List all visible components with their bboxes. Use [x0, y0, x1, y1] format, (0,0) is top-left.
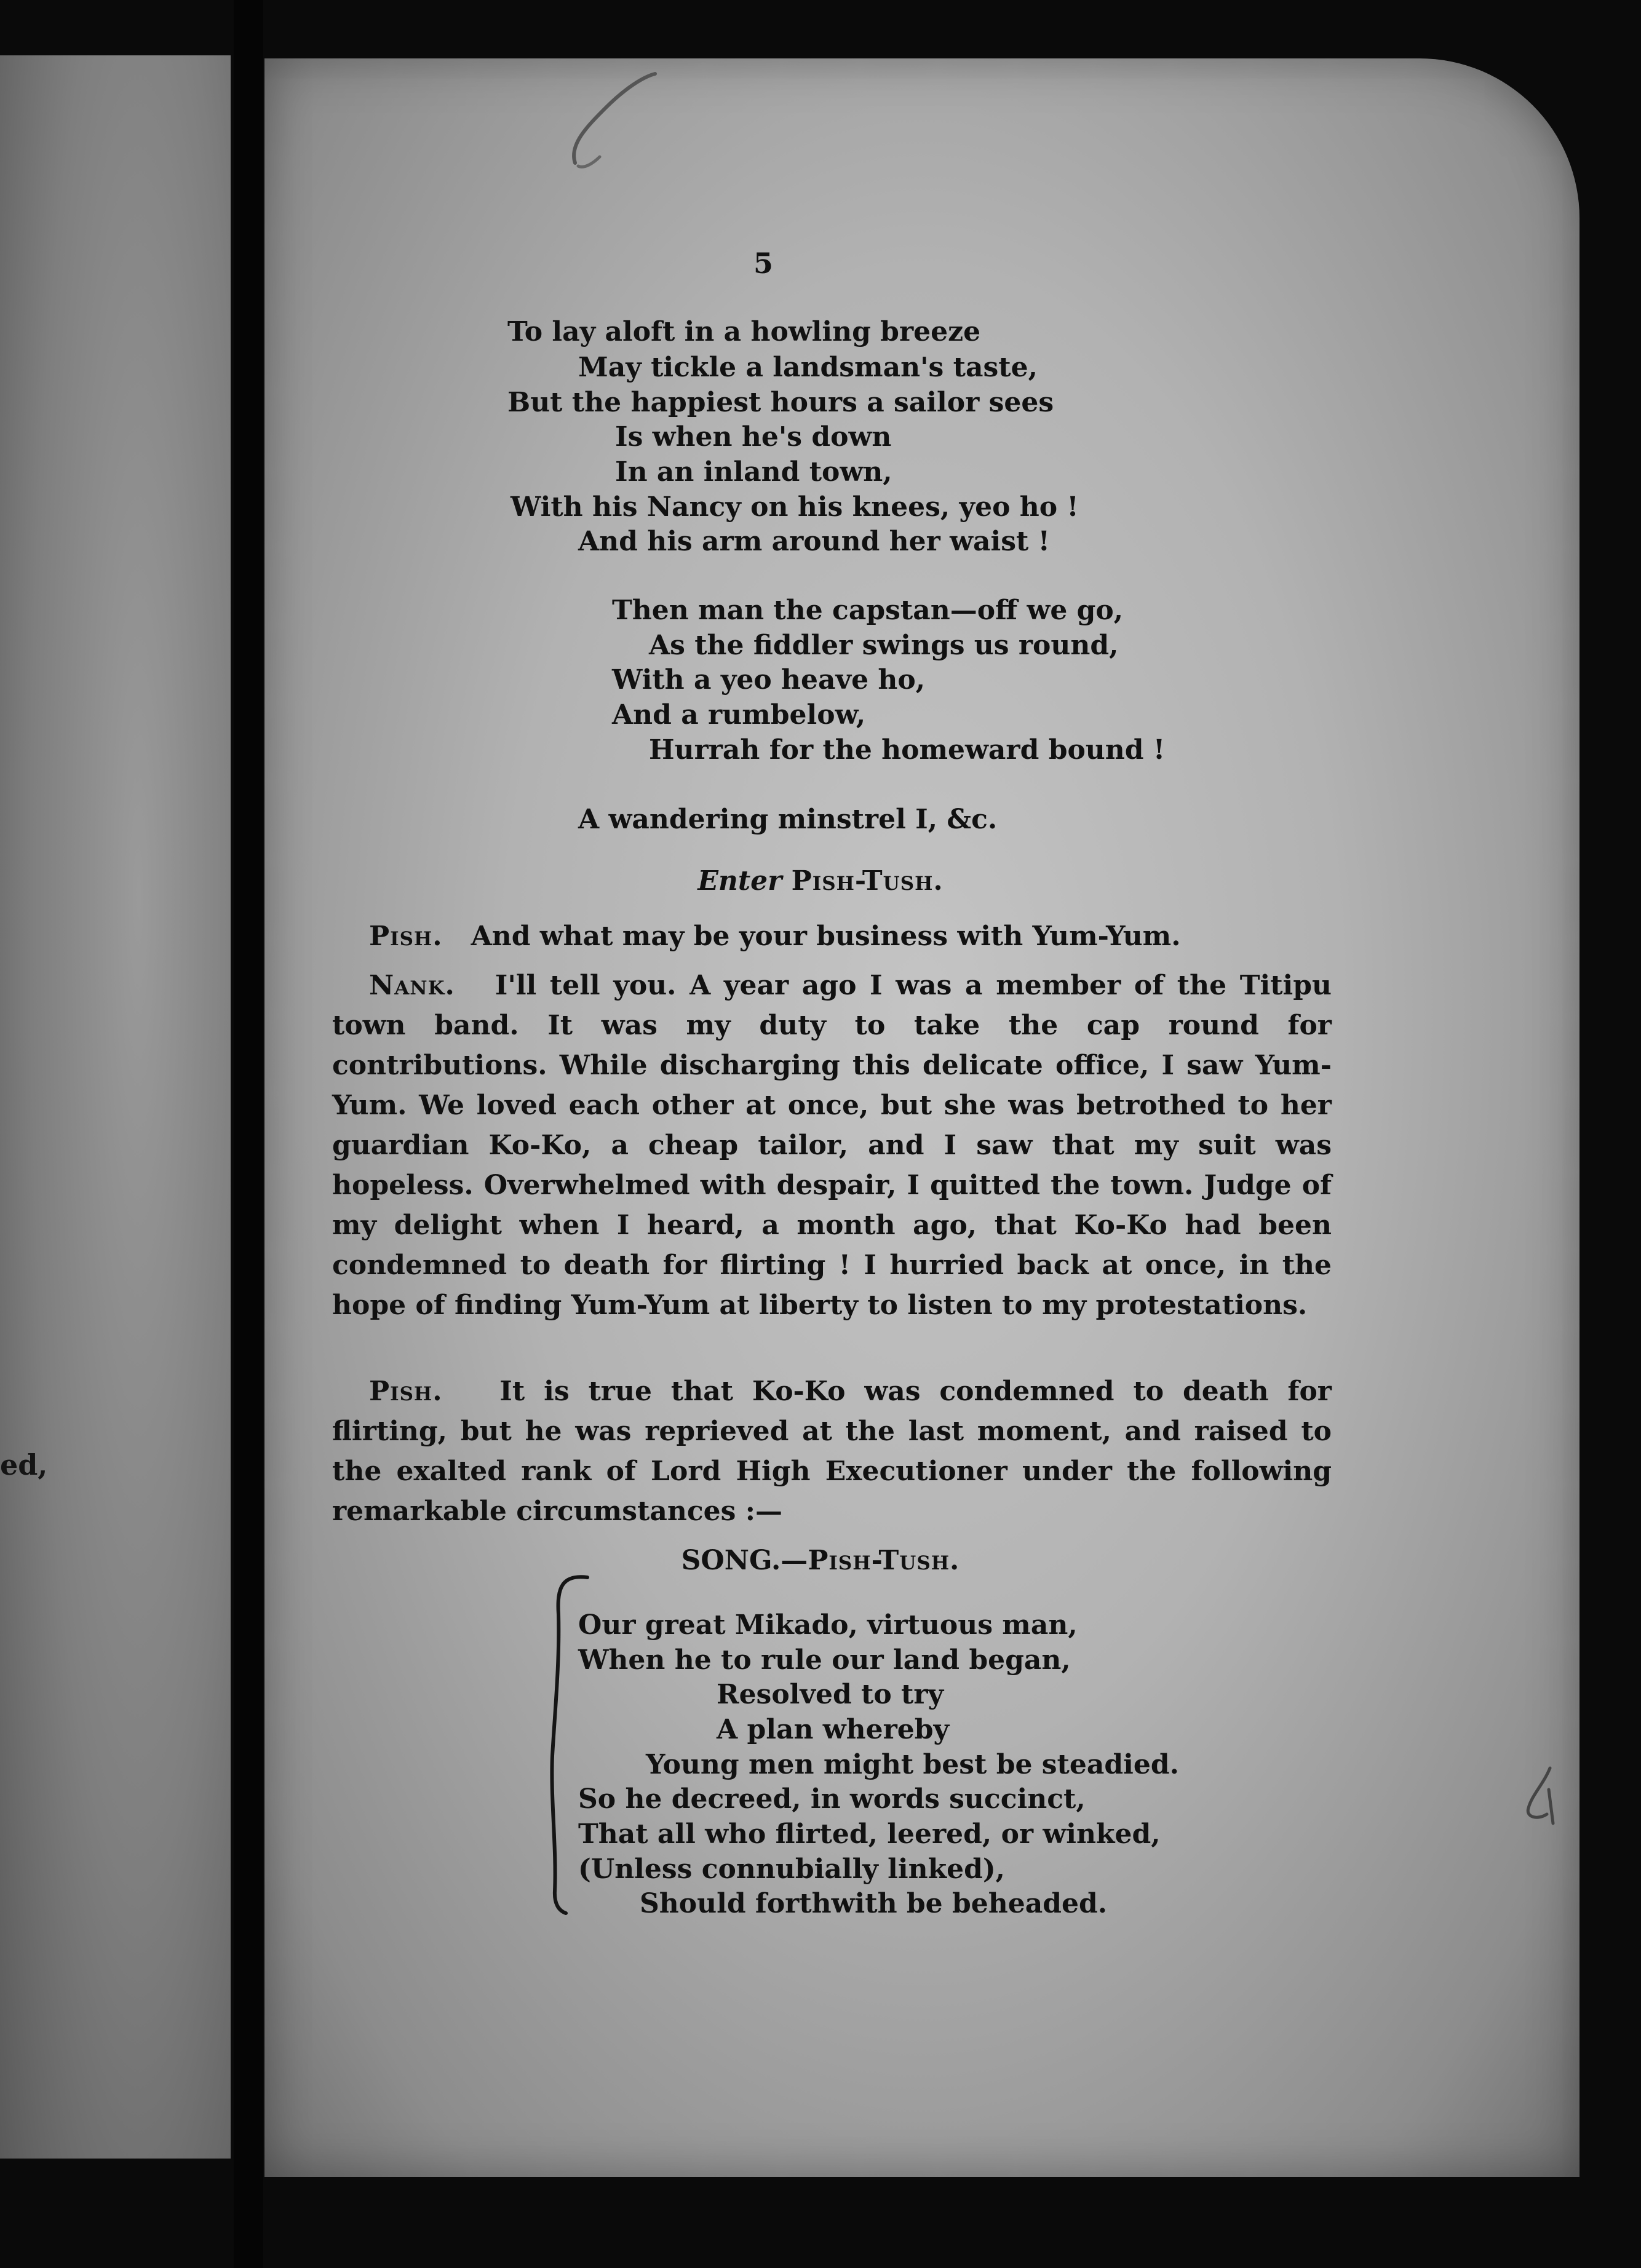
book-spine: [234, 0, 263, 2268]
speech-text: It is true that Ko-Ko was condemned to death for flirting, but he was reprieved at the last moment, and raised to the exalted rank of Lord High Executioner under the following remarkable circumstances :—: [332, 1376, 1332, 1527]
verse-line: With his Nancy on his knees, yeo ho !: [511, 491, 1079, 523]
dialogue-paragraph: [332, 916, 1332, 956]
margin-mark-icon: [1519, 1765, 1562, 1833]
speaker-name: Pish.: [369, 921, 443, 952]
handwritten-brace-icon: [541, 1571, 590, 1916]
stage-direction-character: Pish-Tush.: [791, 865, 944, 897]
song-line: A plan whereby: [717, 1714, 950, 1745]
song-line: That all who flirted, leered, or winked,: [578, 1818, 1161, 1850]
song-line: So he decreed, in words succinct,: [578, 1783, 1086, 1815]
verse-line: In an inland town,: [615, 456, 892, 488]
song-heading-label: SONG.—: [681, 1545, 808, 1576]
left-page-text-fragment: ed,: [0, 1448, 48, 1481]
speech-text: And what may be your business with Yum-Yum.: [471, 921, 1181, 952]
song-heading: [0, 1544, 1641, 1578]
dialogue-paragraph: [332, 1371, 1332, 1531]
verse-line: To lay aloft in a howling breeze: [507, 316, 981, 347]
stage-direction: [0, 864, 1641, 898]
song-line: Resolved to try: [717, 1679, 944, 1710]
page-number: 5: [753, 247, 774, 280]
song-line: (Unless connubially linked),: [578, 1854, 1005, 1885]
chorus-line: Then man the capstan—off we go,: [612, 595, 1124, 626]
chorus-line: Hurrah for the homeward bound !: [649, 734, 1166, 766]
chorus-line: With a yeo heave ho,: [612, 664, 926, 696]
speaker-name: Nank.: [369, 970, 455, 1001]
chorus-line: And a rumbelow,: [612, 699, 866, 731]
stage-direction-verb: Enter: [697, 865, 782, 897]
pencil-mark-icon: [563, 71, 661, 175]
song-line: When he to rule our land began,: [578, 1644, 1071, 1676]
verse-line: Is when he's down: [615, 421, 892, 453]
verse-line: But the happiest hours a sailor sees: [507, 387, 1054, 418]
verse-line: May tickle a landsman's taste,: [578, 352, 1038, 383]
speaker-name: Pish.: [369, 1376, 443, 1407]
left-facing-page: [0, 55, 231, 2159]
verse-line: And his arm around her waist !: [578, 526, 1050, 557]
chorus-line: As the fiddler swings us round,: [649, 630, 1119, 661]
song-line: Our great Mikado, virtuous man,: [578, 1609, 1078, 1641]
refrain-line: A wandering minstrel I, &c.: [578, 804, 998, 835]
song-heading-singer: Pish-Tush.: [808, 1545, 960, 1576]
song-line: Should forthwith be beheaded.: [640, 1888, 1108, 1919]
speech-text: I'll tell you. A year ago I was a member of the Titipu town band. It was my duty to take the cap round for contributions. While discharging this delicate office, I saw Yum-Yum. We loved each other at once, but she was betrothed to her guardian Ko-Ko, a cheap tailor, and I saw that my suit was hopeless. Overwhelmed with despair, I quitted the town. Judge of my delight when I heard, a month ago, that Ko-Ko had been condemned to death for flirting ! I hurried back at once, in the hope of finding Yum-Yum at liberty to listen to my protestations.: [332, 970, 1332, 1321]
song-line: Young men might best be steadied.: [646, 1749, 1179, 1780]
dialogue-paragraph: [332, 965, 1332, 1325]
